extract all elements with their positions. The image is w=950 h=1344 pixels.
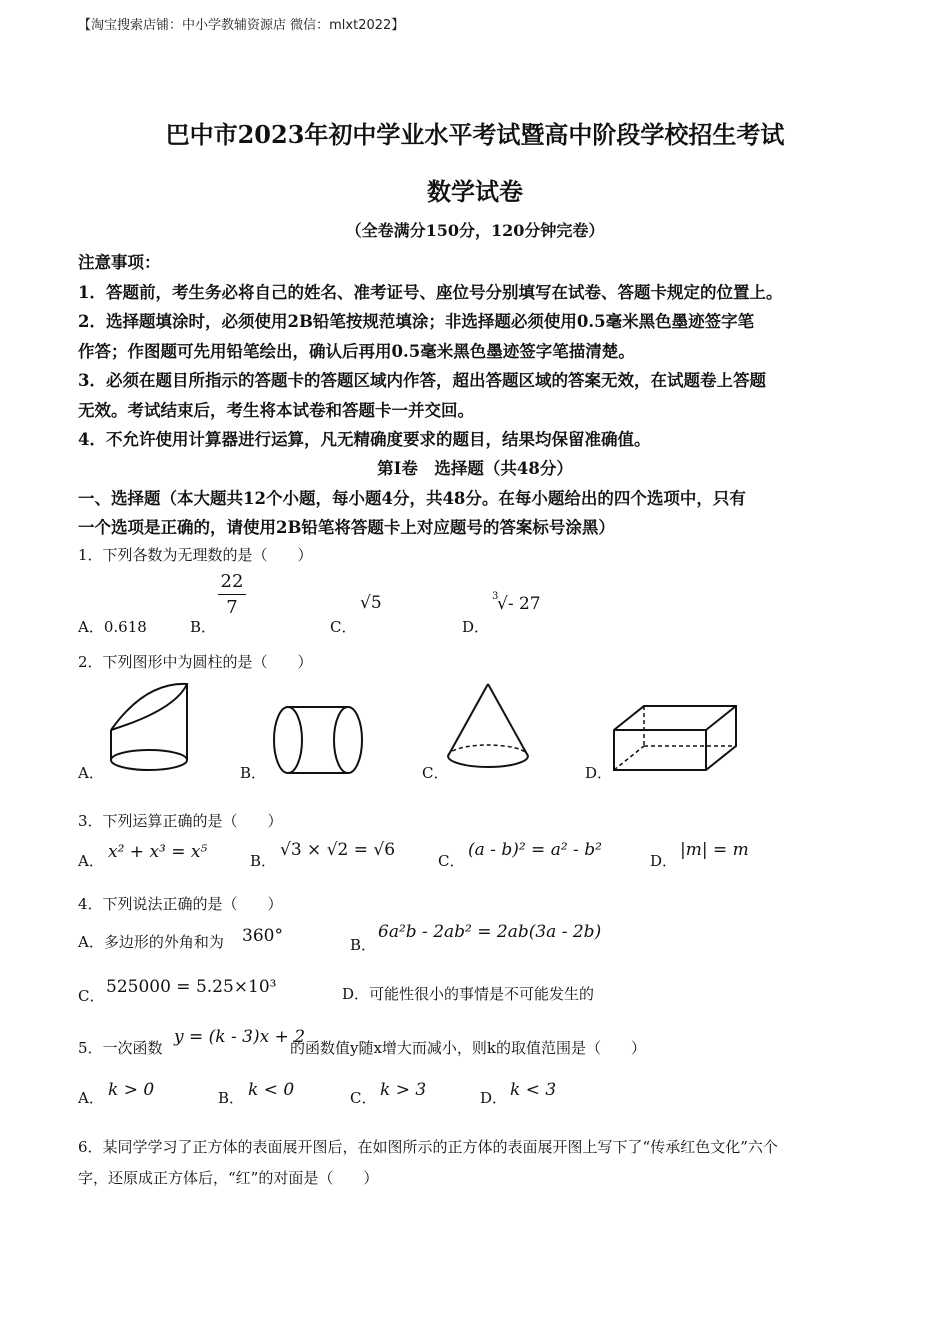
q4-stem: 4．下列说法正确的是（ ） xyxy=(78,895,283,913)
q5-option-b: B． xyxy=(218,1089,245,1107)
q1-option-c: C． xyxy=(330,618,357,636)
q3-stem: 3．下列运算正确的是（ ） xyxy=(78,812,283,830)
q1-option-d: D． xyxy=(462,618,490,636)
fraction-denominator: 7 xyxy=(226,597,238,618)
q5-c-expr: k > 3 xyxy=(380,1080,427,1100)
q5-d-expr: k < 3 xyxy=(510,1080,557,1100)
cone-figure xyxy=(444,680,534,776)
notes-heading: 注意事项： xyxy=(78,253,161,272)
q5-option-a: A． xyxy=(78,1089,104,1107)
q2-option-d: D． xyxy=(585,764,613,782)
q1-d-root-index: 3 xyxy=(492,591,499,602)
q6-stem-line: 6．某同学学习了正方体的表面展开图后，在如图所示的正方体的表面展开图上写下了“传承红色文化”六个 xyxy=(78,1138,778,1156)
q5-stem-prefix: 5．一次函数 xyxy=(78,1039,163,1057)
note-line: 3．必须在题目所指示的答题卡的答题区域内作答，超出答题区域的答案无效，在试题卷上答题 xyxy=(78,371,766,390)
q5-stem-suffix: 的函数值y随x增大而减小，则k的取值范围是（ ） xyxy=(290,1039,647,1057)
fraction-numerator: 22 xyxy=(220,571,244,592)
q4-c-expr: 525000 = 5.25×10³ xyxy=(106,977,277,997)
shop-header: 【淘宝搜索店铺：中小学教辅资源店 微信：mlxt2022】 xyxy=(78,18,405,33)
q3-a-expr: x² + x³ = x⁵ xyxy=(108,842,208,862)
cylinder-figure xyxy=(270,703,368,777)
q4-option-a: A．多边形的外角和为 xyxy=(78,933,224,951)
q4-b-expr: 6a²b - 2ab² = 2ab(3a - 2b) xyxy=(378,922,602,942)
q1-c-expr: √5 xyxy=(360,593,382,613)
q1-option-a: A．0.618 xyxy=(78,618,147,636)
q6-stem-line: 字，还原成正方体后，“红”的对面是（ ） xyxy=(78,1169,379,1187)
note-line: 4．不允许使用计算器进行运算，凡无精确度要求的题目，结果均保留准确值。 xyxy=(78,430,651,449)
q1-b-fraction xyxy=(218,571,246,618)
section1-line: 一个选项是正确的，请使用2B铅笔将答题卡上对应题号的答案标号涂黑） xyxy=(78,518,615,537)
note-line: 1．答题前，考生务必将自己的姓名、准考证号、座位号分别填写在试卷、答题卡规定的位置上。 xyxy=(78,283,783,302)
q5-function-expr: y = (k - 3)x + 2 xyxy=(174,1027,306,1047)
part1-title: 第I卷 选择题（共48分） xyxy=(377,459,573,478)
q4-a-expr: 360° xyxy=(242,926,283,946)
note-line: 2．选择题填涂时，必须使用2B铅笔按规范填涂；非选择题必须使用0.5毫米黑色墨迹签字笔 xyxy=(78,312,755,331)
q2-option-b: B． xyxy=(240,764,267,782)
q3-d-expr: |m| = m xyxy=(680,840,749,860)
q3-c-expr: (a - b)² = a² - b² xyxy=(468,840,602,860)
section1-line: 一、选择题（本大题共12个小题，每小题4分，共48分。在每小题给出的四个选项中，只有 xyxy=(78,489,746,508)
prism-figure xyxy=(610,700,744,776)
q1-stem: 1．下列各数为无理数的是（ ） xyxy=(78,546,313,564)
q2-option-a: A． xyxy=(78,764,104,782)
q3-option-a: A． xyxy=(78,852,104,870)
q3-b-expr: √3 × √2 = √6 xyxy=(280,840,396,860)
q3-option-d: D． xyxy=(650,852,678,870)
q5-option-c: C． xyxy=(350,1089,377,1107)
q4-option-b: B． xyxy=(350,936,377,954)
q1-d-expr: √- 27 xyxy=(497,594,541,614)
fraction-bar xyxy=(218,594,246,595)
note-line: 作答；作图题可先用铅笔绘出，确认后再用0.5毫米黑色墨迹签字笔描清楚。 xyxy=(78,342,635,361)
q3-option-b: B． xyxy=(250,852,277,870)
exam-info: （全卷满分150分，120分钟完卷） xyxy=(345,221,605,240)
q4-option-c: C． xyxy=(78,987,105,1005)
q2-option-c: C． xyxy=(422,764,449,782)
q5-b-expr: k < 0 xyxy=(248,1080,295,1100)
q4-option-d: D．可能性很小的事情是不可能发生的 xyxy=(342,985,595,1003)
q5-option-d: D． xyxy=(480,1089,508,1107)
q1-option-b: B． xyxy=(190,618,217,636)
q5-a-expr: k > 0 xyxy=(108,1080,155,1100)
exam-title: 巴中市2023年初中学业水平考试暨高中阶段学校招生考试 xyxy=(165,120,785,149)
note-line: 无效。考试结束后，考生将本试卷和答题卡一并交回。 xyxy=(78,401,474,420)
q3-option-c: C． xyxy=(438,852,465,870)
q2-stem: 2．下列图形中为圆柱的是（ ） xyxy=(78,653,313,671)
exam-subtitle: 数学试卷 xyxy=(427,177,523,206)
slanted-cylinder-figure xyxy=(105,680,197,776)
